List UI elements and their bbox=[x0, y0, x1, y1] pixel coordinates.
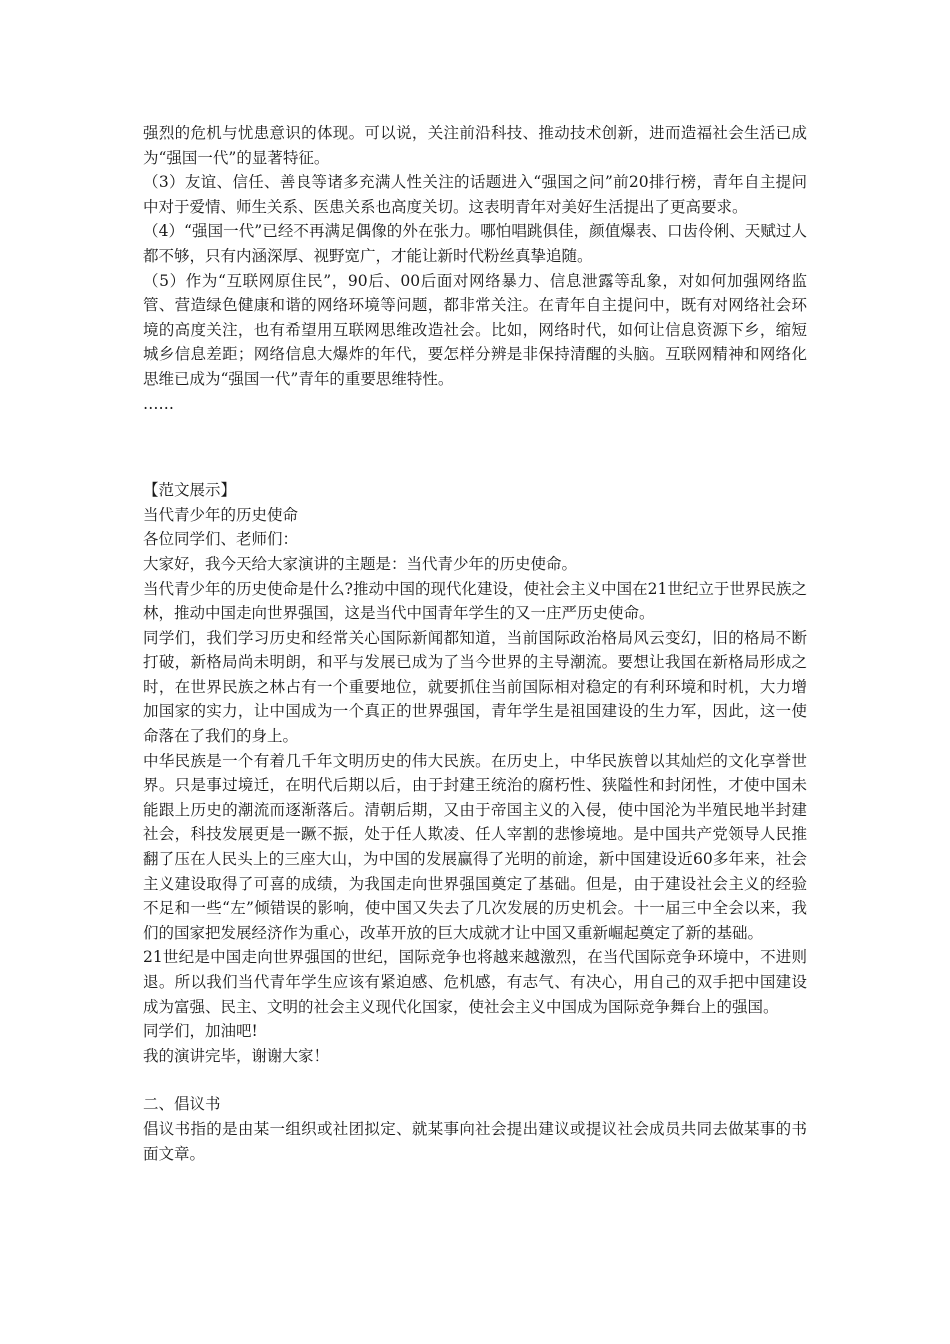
speech-paragraph-3: 同学们，我们学习历史和经常关心国际新闻都知道，当前国际政治格局风云变幻，旧的格局不断打破，新格局尚未明朗，和平与发展已成为了当今世界的主导潮流。要想让我国在新格局形成之时，在世界民族之林占有一个重要地位，就要抓住当前国际相对稳定的有利环境和时机，大力增加国家的实力，让中国成为一个真正的世界强国，青年学生是祖国建设的生力军，因此，这一使命落在了我们的身上。 bbox=[143, 628, 807, 746]
speech-title: 当代青少年的历史使命 bbox=[143, 505, 299, 524]
intro-point-4: （4）“强国一代”已经不再满足偶像的外在张力。哪怕唱跳俱佳，颜值爆表、口齿伶俐、天赋过人都不够，只有内涵深厚、视野宽广，才能让新时代粉丝真挚追随。 bbox=[143, 222, 807, 265]
intro-ellipsis: …… bbox=[143, 394, 174, 413]
speech-paragraph-5: 21世纪是中国走向世界强国的世纪，国际竞争也将越来越激烈，在当代国际竞争环境中，不进则退。所以我们当代青年学生应该有紧迫感、危机感，有志气、有决心，用自己的双手把中国建设成为富强、民主、文明的社会主义现代化国家，使社会主义中国成为国际竞争舞台上的强国。 bbox=[143, 948, 807, 1016]
intro-paragraph-continued: 强烈的危机与忧患意识的体现。可以说，关注前沿科技、推动技术创新，进而造福社会生活已成为“强国一代”的显著特征。 bbox=[143, 124, 807, 167]
speech-paragraph-1: 大家好，我今天给大家演讲的主题是：当代青少年的历史使命。 bbox=[143, 554, 578, 573]
speech-salutation: 各位同学们、老师们： bbox=[143, 530, 299, 549]
intro-point-3: （3）友谊、信任、善良等诸多充满人性关注的话题进入“强国之问”前20排行榜，青年自主提问中对于爱情、师生关系、医患关系也高度关切。这表明青年对美好生活提出了更高要求。 bbox=[143, 173, 807, 216]
sample-heading: 【范文展示】 bbox=[143, 481, 237, 500]
section-spacer bbox=[143, 416, 807, 478]
speech-paragraph-4: 中华民族是一个有着几千年文明历史的伟大民族。在历史上，中华民族曾以其灿烂的文化享誉世界。只是事过境迁，在明代后期以后，由于封建王统治的腐朽性、狭隘性和封闭性，才使中国未能跟上历史的潮流而逐渐落后。清朝后期，又由于帝国主义的入侵，使中国沦为半殖民地半封建社会，科技发展更是一蹶不振，处于任人欺凌、任人宰割的悲惨境地。是中国共产党领导人民推翻了压在人民头上的三座大山，为中国的发展赢得了光明的前途，新中国建设近60多年来，社会主义建设取得了可喜的成绩，为我国走向世界强国奠定了基础。但是，由于建设社会主义的经验不足和一些“左”倾错误的影响，使中国又失去了几次发展的历史机会。十一届三中全会以来，我们的国家把发展经济作为重心，改革开放的巨大成就才让中国又重新崛起奠定了新的基础。 bbox=[143, 751, 807, 942]
document-page bbox=[143, 121, 807, 1166]
speech-closing: 我的演讲完毕，谢谢大家！ bbox=[143, 1046, 330, 1065]
speech-paragraph-6: 同学们，加油吧! bbox=[143, 1022, 258, 1041]
section-spacer bbox=[143, 1068, 807, 1092]
section-2-definition: 倡议书指的是由某一组织或社团拟定、就某事向社会提出建议或提议社会成员共同去做某事的书面文章。 bbox=[143, 1119, 807, 1163]
intro-point-5: （5）作为“互联网原住民”，90后、00后面对网络暴力、信息泄露等乱象，对如何加强网络监管、营造绿色健康和谐的网络环境等问题，都非常关注。在青年自主提问中，既有对网络社会环境的高度关注，也有希望用互联网思维改造社会。比如，网络时代，如何让信息资源下乡，缩短城乡信息差距；网络信息大爆炸的年代，要怎样分辨是非保持清醒的头脑。互联网精神和网络化思维已成为“强国一代”青年的重要思维特性。 bbox=[143, 271, 807, 388]
speech-paragraph-2: 当代青少年的历史使命是什么?推动中国的现代化建设，使社会主义中国在21世纪立于世界民族之林，推动中国走向世界强国，这是当代中国青年学生的又一庄严历史使命。 bbox=[143, 579, 807, 623]
section-2-heading: 二、倡议书 bbox=[143, 1095, 221, 1114]
